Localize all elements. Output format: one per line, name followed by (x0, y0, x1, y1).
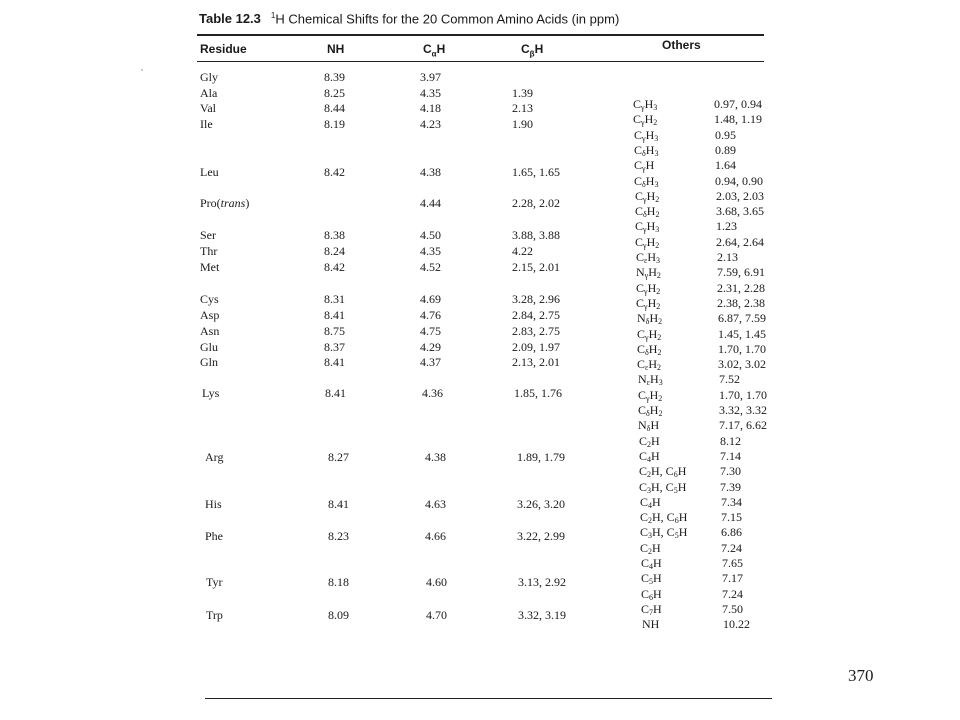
calpha-value: 4.29 (420, 340, 441, 354)
residue-name: Trp (206, 608, 223, 622)
residue-name: Arg (205, 450, 224, 464)
other-value: 0.94, 0.90 (715, 174, 763, 188)
nh-value: 8.24 (324, 244, 345, 258)
other-atom: $C_\gamma H_3$ (633, 97, 658, 112)
residue-name: Lys (202, 386, 220, 400)
other-value: 8.12 (720, 434, 741, 448)
cbeta-value: 2.13 (512, 101, 533, 115)
residue-name: Gly (200, 70, 218, 84)
header-cbeta-h: $C_\beta H$ (521, 42, 544, 59)
other-atom: $C_4H$ (641, 556, 662, 571)
other-value: 2.31, 2.28 (717, 281, 765, 295)
calpha-value: 4.69 (420, 292, 441, 306)
calpha-value: 4.63 (425, 497, 446, 511)
nh-value: 8.42 (324, 165, 345, 179)
other-value: 1.48, 1.19 (714, 112, 762, 126)
other-value: 1.23 (716, 219, 737, 233)
calpha-value: 4.44 (420, 196, 441, 210)
other-value: 1.45, 1.45 (718, 327, 766, 341)
other-value: 7.39 (720, 480, 741, 494)
nh-value: 8.41 (325, 386, 346, 400)
cbeta-value: 2.28, 2.02 (512, 196, 560, 210)
other-atom: $C_\varepsilon H_3$ (636, 250, 661, 265)
cbeta-value: 2.15, 2.01 (512, 260, 560, 274)
cbeta-value: 3.28, 2.96 (512, 292, 560, 306)
residue-name-suffix: trans (220, 196, 246, 210)
calpha-value: 4.36 (422, 386, 443, 400)
other-value: 7.15 (721, 510, 742, 524)
cbeta-value: 1.89, 1.79 (517, 450, 565, 464)
residue-name: Ala (200, 86, 218, 100)
other-atom: $C_\gamma H_2$ (636, 296, 661, 311)
calpha-value: 3.97 (420, 70, 441, 84)
other-value: 6.87, 7.59 (718, 311, 766, 325)
residue-name: Met (200, 260, 220, 274)
other-value: 7.34 (721, 495, 742, 509)
calpha-value: 4.75 (420, 324, 441, 338)
other-atom: $C_2H$ (640, 541, 661, 556)
other-atom: $C_\delta H_2$ (638, 403, 663, 418)
calpha-value: 4.70 (426, 608, 447, 622)
other-value: 2.13 (717, 250, 738, 264)
other-atom: $N_\delta H_2$ (637, 311, 663, 326)
other-value: 7.65 (722, 556, 743, 570)
other-value: 0.97, 0.94 (714, 97, 762, 111)
other-atom: $C_7H$ (641, 602, 662, 617)
nh-value: 8.25 (324, 86, 345, 100)
title-superscript: 1 (270, 11, 276, 20)
cbeta-value: 1.39 (512, 86, 533, 100)
residue-name: Asp (200, 308, 220, 322)
other-value: 7.59, 6.91 (717, 265, 765, 279)
cbeta-value: 1.85, 1.76 (514, 386, 562, 400)
nh-value: 8.09 (328, 608, 349, 622)
cbeta-value: 3.88, 3.88 (512, 228, 560, 242)
other-atom: $C_\varepsilon H_2$ (637, 357, 662, 372)
other-atom: $C_5H$ (641, 571, 662, 586)
other-atom: $C_2H$ (639, 434, 660, 449)
cbeta-value: 3.26, 3.20 (517, 497, 565, 511)
nh-value: 8.27 (328, 450, 349, 464)
scan-speck (141, 69, 143, 71)
other-value: 7.52 (719, 372, 740, 386)
nh-value: 8.42 (324, 260, 345, 274)
other-value: 7.17 (722, 571, 743, 585)
other-atom: NH (642, 617, 660, 631)
other-atom: $N_\delta H$ (638, 418, 660, 433)
residue-name: Tyr (206, 575, 223, 589)
nh-value: 8.39 (324, 70, 345, 84)
calpha-value: 4.35 (420, 244, 441, 258)
residue-name: Pro(trans) (200, 196, 250, 210)
other-atom: $C_3H$, $C_5H$ (640, 525, 688, 540)
other-value: 7.17, 6.62 (719, 418, 767, 432)
residue-name: Val (200, 101, 216, 115)
nh-value: 8.18 (328, 575, 349, 589)
table-title-text: H Chemical Shifts for the 20 Common Amino Acids (in ppm) (275, 11, 620, 27)
calpha-value: 4.50 (420, 228, 441, 242)
other-value: 3.32, 3.32 (719, 403, 767, 417)
cbeta-value: 1.90 (512, 117, 533, 131)
other-value: 7.30 (720, 464, 741, 478)
other-atom: $C_\gamma H$ (634, 158, 655, 173)
other-atom: $C_\delta H_2$ (637, 342, 662, 357)
residue-name: Phe (205, 529, 223, 543)
residue-name: Ser (200, 228, 216, 242)
nh-value: 8.31 (324, 292, 345, 306)
other-value: 0.95 (715, 128, 736, 142)
other-atom: $C_2H$, $C_6H$ (640, 510, 688, 525)
header-others: Others (662, 38, 701, 52)
other-atom: $C_\gamma H_3$ (635, 219, 660, 234)
other-atom: $N_\varepsilon H_3$ (638, 372, 663, 387)
other-value: 10.22 (723, 617, 750, 631)
other-value: 7.24 (722, 587, 743, 601)
other-value: 7.14 (720, 449, 741, 463)
other-value: 7.50 (722, 602, 743, 616)
residue-name: Gln (200, 355, 218, 369)
nh-value: 8.44 (324, 101, 345, 115)
residue-name: Thr (200, 244, 218, 258)
calpha-value: 4.60 (426, 575, 447, 589)
other-atom: $N_\gamma H_2$ (636, 265, 661, 280)
header-nh: NH (327, 42, 345, 56)
other-atom: $C_\gamma H_2$ (636, 281, 661, 296)
residue-name: Leu (200, 165, 219, 179)
calpha-value: 4.52 (420, 260, 441, 274)
calpha-value: 4.18 (420, 101, 441, 115)
residue-name: Cys (200, 292, 219, 306)
nh-value: 8.23 (328, 529, 349, 543)
other-atom: $C_\delta H_3$ (634, 143, 659, 158)
other-value: 3.02, 3.02 (718, 357, 766, 371)
other-atom: $C_\delta H_2$ (635, 204, 660, 219)
cbeta-value: 2.09, 1.97 (512, 340, 560, 354)
other-value: 2.64, 2.64 (716, 235, 764, 249)
table-title (199, 11, 619, 26)
other-value: 6.86 (721, 525, 742, 539)
nh-value: 8.37 (324, 340, 345, 354)
other-value: 2.03, 2.03 (716, 189, 764, 203)
calpha-value: 4.35 (420, 86, 441, 100)
cbeta-value: 2.84, 2.75 (512, 308, 560, 322)
other-value: 1.70, 1.70 (718, 342, 766, 356)
other-atom: $C_\gamma H_2$ (633, 112, 658, 127)
residue-name: Ile (200, 117, 213, 131)
calpha-value: 4.66 (425, 529, 446, 543)
calpha-value: 4.37 (420, 355, 441, 369)
calpha-value: 4.76 (420, 308, 441, 322)
nh-value: 8.75 (324, 324, 345, 338)
other-value: 1.64 (715, 158, 736, 172)
other-atom: $C_\delta H_3$ (634, 174, 659, 189)
residue-name: His (205, 497, 222, 511)
header-rule (197, 61, 764, 62)
cbeta-value: 3.32, 3.19 (518, 608, 566, 622)
cbeta-value: 3.22, 2.99 (517, 529, 565, 543)
bottom-rule (205, 698, 772, 699)
other-value: 2.38, 2.38 (717, 296, 765, 310)
nh-value: 8.41 (328, 497, 349, 511)
other-value: 0.89 (715, 143, 736, 157)
residue-name: Asn (200, 324, 220, 338)
header-residue: Residue (200, 42, 247, 56)
nh-value: 8.41 (324, 308, 345, 322)
cbeta-value: 4.22 (512, 244, 533, 258)
page-number: 370 (848, 666, 874, 685)
table-label: Table 12.3 (199, 11, 261, 27)
cbeta-value: 1.65, 1.65 (512, 165, 560, 179)
cbeta-value: 2.83, 2.75 (512, 324, 560, 338)
nh-value: 8.19 (324, 117, 345, 131)
other-atom: $C_\gamma H_2$ (638, 388, 663, 403)
other-value: 7.24 (721, 541, 742, 555)
other-atom: $C_\gamma H_3$ (634, 128, 659, 143)
calpha-value: 4.38 (425, 450, 446, 464)
nh-value: 8.41 (324, 355, 345, 369)
other-atom: $C_\gamma H_2$ (635, 235, 660, 250)
top-rule (197, 34, 764, 36)
other-atom: $C_6H$ (641, 587, 662, 602)
other-atom: $C_3H$, $C_5H$ (639, 480, 687, 495)
cbeta-value: 3.13, 2.92 (518, 575, 566, 589)
other-atom: $C_\gamma H_2$ (635, 189, 660, 204)
other-atom: $C_\gamma H_2$ (637, 327, 662, 342)
other-value: 1.70, 1.70 (719, 388, 767, 402)
other-value: 3.68, 3.65 (716, 204, 764, 218)
residue-name: Glu (200, 340, 218, 354)
header-calpha-h: $C_\alpha H$ (423, 42, 446, 59)
calpha-value: 4.38 (420, 165, 441, 179)
other-atom: $C_4H$ (640, 495, 661, 510)
cbeta-value: 2.13, 2.01 (512, 355, 560, 369)
other-atom: $C_4H$ (639, 449, 660, 464)
other-atom: $C_2H$, $C_6H$ (639, 464, 687, 479)
calpha-value: 4.23 (420, 117, 441, 131)
nh-value: 8.38 (324, 228, 345, 242)
